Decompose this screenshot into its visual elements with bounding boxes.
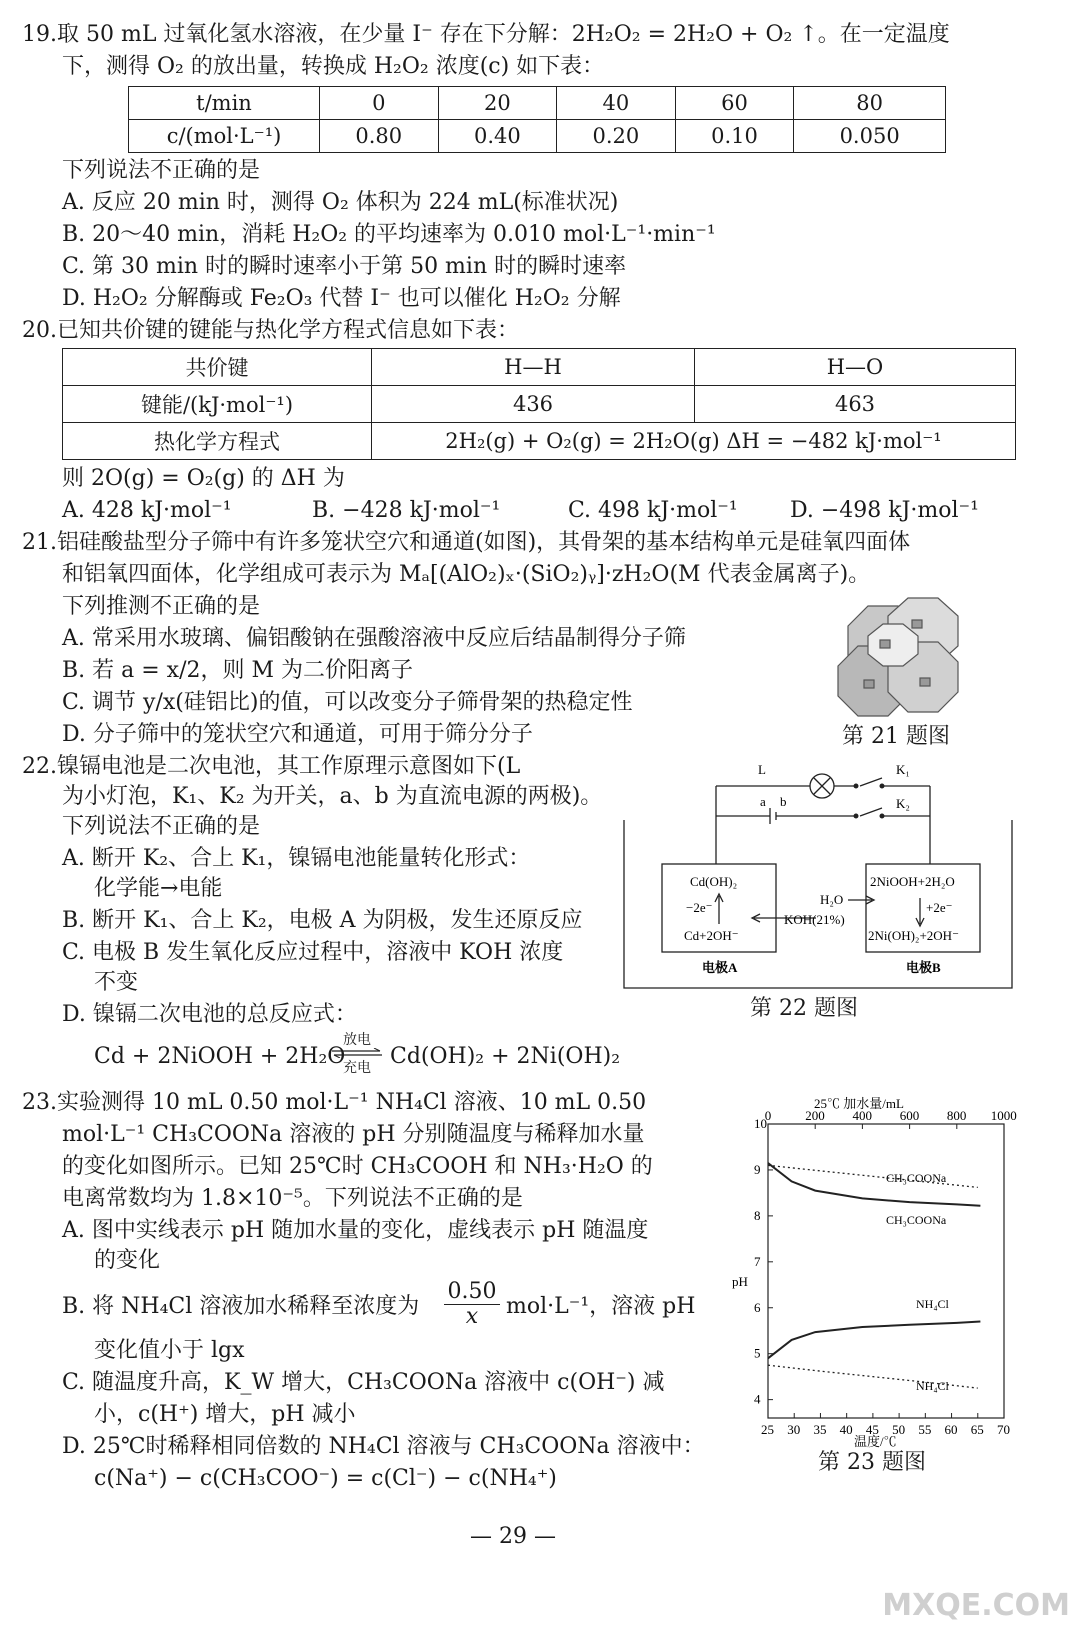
q20-cell: H—H bbox=[372, 349, 695, 386]
q19-option-d: D. H₂O₂ 分解酶或 Fe₂O₃ 代替 I⁻ 也可以催化 H₂O₂ 分解 bbox=[62, 286, 621, 311]
q23-line3: 的变化如图所示。已知 25℃时 CH₃COOH 和 NH₃·H₂O 的 bbox=[62, 1154, 653, 1179]
y-tick-label: 5 bbox=[754, 1345, 761, 1361]
x-axis-label: 温度/℃ bbox=[854, 1434, 897, 1449]
q19-cell: t/min bbox=[129, 87, 320, 120]
q19-cell: 0.050 bbox=[794, 120, 946, 153]
series-label: NH₄Cl bbox=[916, 1379, 949, 1393]
q23-option-d-line2: c(Na⁺) − c(CH₃COO⁻) = c(Cl⁻) − c(NH₄⁺) bbox=[94, 1466, 557, 1491]
q19-cell: 20 bbox=[438, 87, 557, 120]
electrode-a-bottom: Cd+2OH⁻ bbox=[684, 928, 739, 943]
top-tick-label: 1000 bbox=[990, 1108, 1017, 1123]
top-axis-label: 25℃ 加水量/mL bbox=[814, 1096, 904, 1111]
q19-cell: 60 bbox=[675, 87, 794, 120]
top-tick-label: 0 bbox=[764, 1108, 772, 1123]
q19-line1: 19.取 50 mL 过氧化氢水溶液，在少量 I⁻ 存在下分解：2H₂O₂ = 2H₂O + O₂ ↑。在一定温度 bbox=[22, 22, 950, 47]
electrode-b-electrons: +2e⁻ bbox=[926, 900, 953, 915]
switch-k1-label: K₁ bbox=[896, 762, 910, 777]
q19-prompt: 下列说法不正确的是 bbox=[62, 158, 261, 183]
q20-prompt: 则 2O(g) = O₂(g) 的 ΔH 为 bbox=[62, 466, 345, 491]
q23-option-b-line2: 变化值小于 lgx bbox=[94, 1338, 245, 1363]
pole-b-label: b bbox=[780, 794, 787, 809]
q19-cell: 0 bbox=[320, 87, 439, 120]
q20-line1: 20.已知共价键的键能与热化学方程式信息如下表： bbox=[22, 318, 519, 343]
zeolite-structure-figure bbox=[828, 596, 968, 720]
q20-option-d: D. −498 kJ·mol⁻¹ bbox=[790, 498, 979, 523]
q20-cell: 共价键 bbox=[63, 349, 372, 386]
top-tick-label: 800 bbox=[946, 1108, 967, 1123]
q19-option-a: A. 反应 20 min 时，测得 O₂ 体积为 224 mL(标准状况) bbox=[62, 190, 619, 215]
q21-caption: 第 21 题图 bbox=[842, 724, 950, 749]
x-tick-label: 35 bbox=[813, 1422, 827, 1437]
q23-caption: 第 23 题图 bbox=[818, 1450, 926, 1475]
plot-frame bbox=[768, 1124, 1004, 1418]
q23-option-c-line1: C. 随温度升高，K_W 增大，CH₃COONa 溶液中 c(OH⁻) 减 bbox=[62, 1370, 665, 1395]
q21-option-b: B. 若 a = x/2，则 M 为二价阳离子 bbox=[62, 658, 414, 683]
q20-option-b: B. −428 kJ·mol⁻¹ bbox=[312, 498, 501, 523]
x-tick-label: 65 bbox=[970, 1422, 984, 1437]
koh-label: KOH(21%) bbox=[784, 912, 845, 927]
q20-cell: 键能/(kJ·mol⁻¹) bbox=[63, 386, 372, 423]
q19-line2: 下，测得 O₂ 的放出量，转换成 H₂O₂ 浓度(c) 如下表： bbox=[62, 54, 605, 79]
q19-cell: 0.40 bbox=[438, 120, 557, 153]
fraction-numerator: 0.50 bbox=[444, 1280, 500, 1305]
q21-line1: 21.铝硅酸盐型分子筛中有许多笼状空穴和通道(如图)，其骨架的基本结构单元是硅氧四面体 bbox=[22, 530, 911, 555]
q22-discharge-label: 放电 bbox=[343, 1032, 371, 1048]
q23-fraction bbox=[444, 1280, 500, 1329]
q20-option-a: A. 428 kJ·mol⁻¹ bbox=[62, 498, 232, 523]
q19-cell: 80 bbox=[794, 87, 946, 120]
electrode-a-top: Cd(OH)₂ bbox=[690, 874, 738, 889]
q23-line2: mol·L⁻¹ CH₃COONa 溶液的 pH 分别随温度与稀释加水量 bbox=[62, 1122, 645, 1147]
q22-line1: 22.镍镉电池是二次电池，其工作原理示意图如下(L bbox=[22, 754, 521, 779]
electrode-b-label: 电极B bbox=[906, 960, 941, 975]
electrode-b-top: 2NiOOH+2H₂O bbox=[870, 874, 955, 889]
q23-option-a-line1: A. 图中实线表示 pH 随加水量的变化，虚线表示 pH 随温度 bbox=[62, 1218, 649, 1243]
q19-cell: 0.80 bbox=[320, 120, 439, 153]
q20-cell: 436 bbox=[372, 386, 695, 423]
q22-prompt: 下列说法不正确的是 bbox=[62, 814, 261, 839]
q23-line1: 23.实验测得 10 mL 0.50 mol·L⁻¹ NH₄Cl 溶液、10 mL 0.50 bbox=[22, 1090, 647, 1115]
series-label: CH₃COONa bbox=[886, 1171, 947, 1185]
q20-cell: H—O bbox=[695, 349, 1016, 386]
q21-option-c: C. 调节 y/x(硅铝比)的值，可以改变分子筛骨架的热稳定性 bbox=[62, 690, 633, 715]
q22-option-b: B. 断开 K₁、合上 K₂，电极 A 为阴极，发生还原反应 bbox=[62, 908, 583, 933]
q21-line2: 和铝氧四面体，化学组成可表示为 Mₐ[(AlO₂)ₓ·(SiO₂)ᵧ]·zH₂O(M 代表金属离子)。 bbox=[62, 562, 871, 587]
electrode-a-electrons: −2e⁻ bbox=[686, 900, 713, 915]
q19-option-b: B. 20～40 min，消耗 H₂O₂ 的平均速率为 0.010 mol·L⁻¹·min⁻¹ bbox=[62, 222, 716, 247]
q20-option-c: C. 498 kJ·mol⁻¹ bbox=[568, 498, 738, 523]
x-tick-label: 55 bbox=[918, 1422, 932, 1437]
series-line bbox=[768, 1322, 980, 1359]
q23-option-a-line2: 的变化 bbox=[94, 1248, 161, 1273]
q22-option-d-line1: D. 镍镉二次电池的总反应式： bbox=[62, 1002, 357, 1027]
q19-cell: 0.10 bbox=[675, 120, 794, 153]
q22-equation-right: Cd(OH)₂ + 2Ni(OH)₂ bbox=[390, 1044, 621, 1069]
reversible-arrow-icon bbox=[330, 1048, 384, 1058]
x-tick-label: 45 bbox=[865, 1422, 879, 1437]
q22-equation-left: Cd + 2NiOOH + 2H₂O bbox=[94, 1044, 346, 1069]
top-tick-label: 400 bbox=[852, 1108, 872, 1123]
q19-cell: c/(mol·L⁻¹) bbox=[129, 120, 320, 153]
q19-cell: 0.20 bbox=[557, 120, 676, 153]
y-axis-label: pH bbox=[732, 1274, 748, 1289]
x-tick-label: 60 bbox=[944, 1422, 958, 1437]
fraction-denominator: x bbox=[465, 1304, 479, 1329]
switch-k2-label: K₂ bbox=[896, 796, 910, 811]
nicd-battery-diagram bbox=[620, 760, 1016, 996]
x-tick-label: 40 bbox=[839, 1422, 853, 1437]
q23-line4: 电离常数均为 1.8×10⁻⁵。下列说法不正确的是 bbox=[62, 1186, 523, 1211]
q19-cell: 40 bbox=[557, 87, 676, 120]
series-label: NH₄Cl bbox=[916, 1297, 949, 1311]
q22-caption: 第 22 题图 bbox=[750, 996, 858, 1021]
y-tick-label: 7 bbox=[754, 1253, 761, 1269]
q21-option-a: A. 常采用水玻璃、偏铝酸钠在强酸溶液中反应后结晶制得分子筛 bbox=[62, 626, 686, 651]
y-tick-label: 10 bbox=[754, 1116, 767, 1131]
q21-option-d: D. 分子筛中的笼状空穴和通道，可用于筛分分子 bbox=[62, 722, 533, 747]
y-tick-label: 6 bbox=[754, 1299, 761, 1315]
q23-option-c-line2: 小，c(H⁺) 增大，pH 减小 bbox=[94, 1402, 356, 1427]
top-tick-label: 600 bbox=[899, 1108, 920, 1123]
y-tick-label: 8 bbox=[754, 1207, 761, 1223]
q22-charge-label: 充电 bbox=[343, 1060, 371, 1076]
y-tick-label: 9 bbox=[754, 1161, 761, 1177]
x-tick-label: 30 bbox=[787, 1422, 801, 1437]
x-tick-label: 70 bbox=[997, 1422, 1010, 1437]
q23-option-b-line1b: mol·L⁻¹，溶液 pH bbox=[506, 1294, 696, 1319]
water-label: H₂O bbox=[820, 892, 844, 907]
electrode-b-bottom: 2Ni(OH)₂+2OH⁻ bbox=[868, 928, 959, 943]
q22-option-c-line2: 不变 bbox=[94, 970, 139, 995]
ph-chart bbox=[726, 1090, 1018, 1454]
q21-prompt: 下列推测不正确的是 bbox=[62, 594, 261, 619]
q22-option-c-line1: C. 电极 B 发生氧化反应过程中，溶液中 KOH 浓度 bbox=[62, 940, 564, 965]
lamp-label: L bbox=[758, 762, 766, 777]
q20-table bbox=[62, 348, 1016, 460]
series-label: CH₃COONa bbox=[886, 1213, 947, 1227]
q19-option-c: C. 第 30 min 时的瞬时速率小于第 50 min 时的瞬时速率 bbox=[62, 254, 627, 279]
q19-table bbox=[128, 86, 946, 153]
y-tick-label: 4 bbox=[754, 1391, 761, 1407]
q22-option-a-line2: 化学能→电能 bbox=[94, 876, 223, 901]
q20-cell: 2H₂(g) + O₂(g) = 2H₂O(g) ΔH = −482 kJ·mol⁻¹ bbox=[372, 423, 1016, 460]
x-tick-label: 50 bbox=[892, 1422, 906, 1437]
electrode-a-label: 电极A bbox=[702, 960, 738, 975]
q22-line2: 为小灯泡，K₁、K₂ 为开关，a、b 为直流电源的两极)。 bbox=[62, 784, 603, 809]
x-tick-label: 25 bbox=[761, 1422, 774, 1437]
q22-option-a-line1: A. 断开 K₂、合上 K₁，镍镉电池能量转化形式： bbox=[62, 846, 531, 871]
watermark-logo: MXQE.COM bbox=[882, 1588, 1070, 1623]
q23-option-b-line1a: B. 将 NH₄Cl 溶液加水稀释至浓度为 bbox=[62, 1294, 420, 1319]
q23-option-d-line1: D. 25℃时稀释相同倍数的 NH₄Cl 溶液与 CH₃COONa 溶液中： bbox=[62, 1434, 705, 1459]
pole-a-label: a bbox=[760, 794, 766, 809]
top-tick-label: 200 bbox=[805, 1108, 825, 1123]
q20-cell: 热化学方程式 bbox=[63, 423, 372, 460]
q20-cell: 463 bbox=[695, 386, 1016, 423]
page-number: — 29 — bbox=[470, 1524, 556, 1549]
